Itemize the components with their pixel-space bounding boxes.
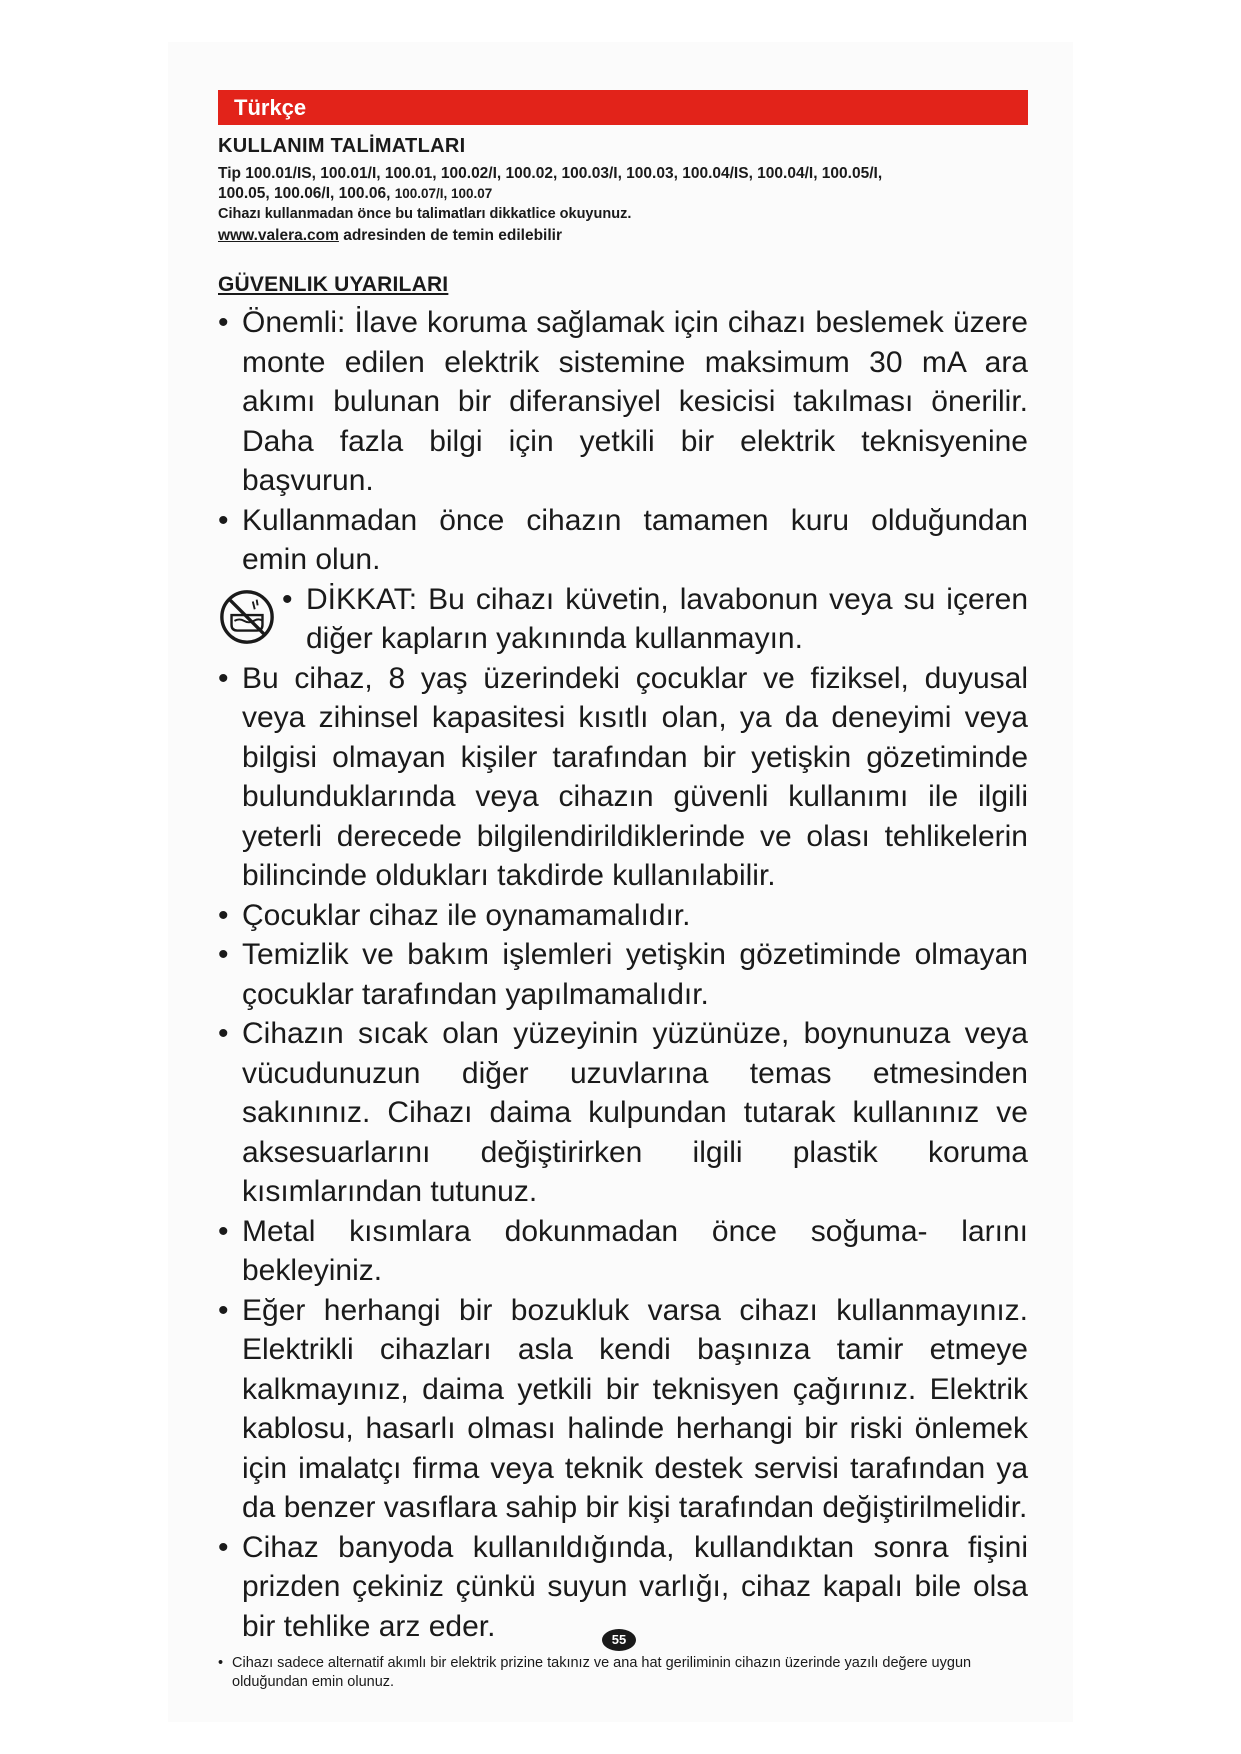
warning-item	[218, 1291, 1028, 1528]
language-label: Türkçe	[234, 95, 307, 120]
manual-page	[218, 90, 1028, 1692]
bullet: •	[218, 1293, 229, 1327]
warning-item	[218, 1014, 1028, 1212]
warning-item	[218, 1528, 1028, 1647]
bullet: •	[218, 1530, 229, 1564]
warning-text: Önemli: İlave koruma sağlamak için cihazı beslemek üzere monte edilen elektrik sistemine maksimum 30 mA ara akımı bulunan bir diferansiyel kesicisi takılması önerilir. Daha fazla bilgi için yetkili bir elektrik teknisyenine başvurun.	[242, 306, 1028, 497]
warning-item	[218, 303, 1028, 501]
bullet: •	[218, 1017, 229, 1050]
model-line-2	[218, 184, 1028, 204]
page-number: 55	[602, 1629, 636, 1651]
bullet: •	[218, 661, 229, 695]
bullet: •	[218, 503, 229, 537]
warning-text: Eğer herhangi bir bozukluk varsa cihazı kullanmayınız. Elektrikli cihazları asla kendi başınıza tamir etmeye kalkmayınız, daima yetkili bir teknisyen çağırınız. Elektrik kablosu, hasarlı olması halinde herhangi bir riski önlemek için imalatçı firma veya teknik destek servisi tarafından ya da benzer vasıflara sahip bir kişi tarafından değiştirilmelidir.	[242, 1293, 1028, 1524]
warning-text: Cihaz banyoda kullanıldığında, kullandıktan sonra fişini prizden çekiniz çünkü suyun varlığı, cihaz kapalı bile olsa bir tehlike arz eder.	[242, 1530, 1028, 1643]
bullet: •	[218, 306, 229, 339]
warning-text: Temizlik ve bakım işlemleri yetişkin gözetiminde olmayan çocuklar tarafından yapılmamalıdır.	[242, 938, 1028, 1011]
website-suffix: adresinden de temin edilebilir	[343, 227, 562, 244]
no-bath-water-icon	[218, 588, 276, 646]
model-list	[218, 164, 1028, 204]
footnote-text: Cihazı sadece alternatif akımlı bir elektrik prizine takınız ve ana hat geriliminin cihazın üzerinde yazılı değere uygun olduğundan emin olunuz.	[232, 1655, 972, 1690]
warning-text: Metal kısımlara dokunmadan önce soğuma- larını bekleyiniz.	[242, 1214, 1028, 1287]
website-link[interactable]: www.valera.com	[218, 227, 339, 244]
safety-warning-list	[218, 303, 1028, 1646]
warning-text: Çocuklar cihaz ile oynamamalıdır.	[242, 898, 691, 932]
warning-text: Cihazın sıcak olan yüzeyinin yüzünüze, boynunuza veya vücudunuzun diğer uzuvlarına temas etmesinden sakınınız. Cihazı daima kulpundan tutarak kullanınız ve aksesuarlarını değiştirirken ilgili plastik koruma kısımlarından tutunuz.	[242, 1017, 1028, 1208]
model-line-2b: 100.07/I, 100.07	[394, 186, 493, 201]
model-line-1: Tip 100.01/IS, 100.01/I, 100.01, 100.02/I, 100.02, 100.03/I, 100.03, 100.04/IS, 100.04/I, 100.05/I,	[218, 165, 883, 182]
warning-text: Bu cihaz, 8 yaş üzerindeki çocuklar ve fiziksel, duyusal veya zihinsel kapasitesi kısıtlı olan, ya da deneyimi veya bilgisi olmayan kişiler tarafından bir yetişkin gözetiminde bulunduklarında veya cihazın güvenli kullanımı ile ilgili yeterli derecede bilgilendirildiklerinde ve olası tehlikelerin bilincinde oldukları takdirde kullanılabilir.	[242, 661, 1028, 892]
warning-item	[218, 935, 1028, 1014]
warning-text: Kullanmadan önce cihazın tamamen kuru olduğundan emin olun.	[242, 503, 1028, 576]
read-instructions-note: Cihazı kullanmadan önce bu talimatları dikkatlice okuyunuz.	[218, 206, 632, 222]
language-bar	[218, 90, 1028, 125]
warning-text: DİKKAT: Bu cihazı küvetin, lavabonun veya su içeren diğer kapların yakınında kullanmayın.	[306, 582, 1028, 655]
bullet: •	[282, 582, 293, 616]
warning-item	[218, 659, 1028, 896]
warning-item	[218, 896, 1028, 936]
warning-item	[218, 1212, 1028, 1291]
bullet: •	[218, 898, 229, 932]
document-title: KULLANIM TALİMATLARI	[218, 135, 466, 157]
model-line-2a: 100.05, 100.06/I, 100.06,	[218, 185, 391, 202]
footnote	[218, 1654, 1028, 1692]
warning-item	[218, 501, 1028, 580]
warning-item-caution	[218, 580, 1028, 659]
bullet: •	[218, 1214, 229, 1248]
bullet: •	[218, 1655, 224, 1671]
website-line	[218, 227, 1028, 245]
bullet: •	[218, 938, 229, 971]
safety-heading: GÜVENLIK UYARILARI	[218, 273, 449, 296]
